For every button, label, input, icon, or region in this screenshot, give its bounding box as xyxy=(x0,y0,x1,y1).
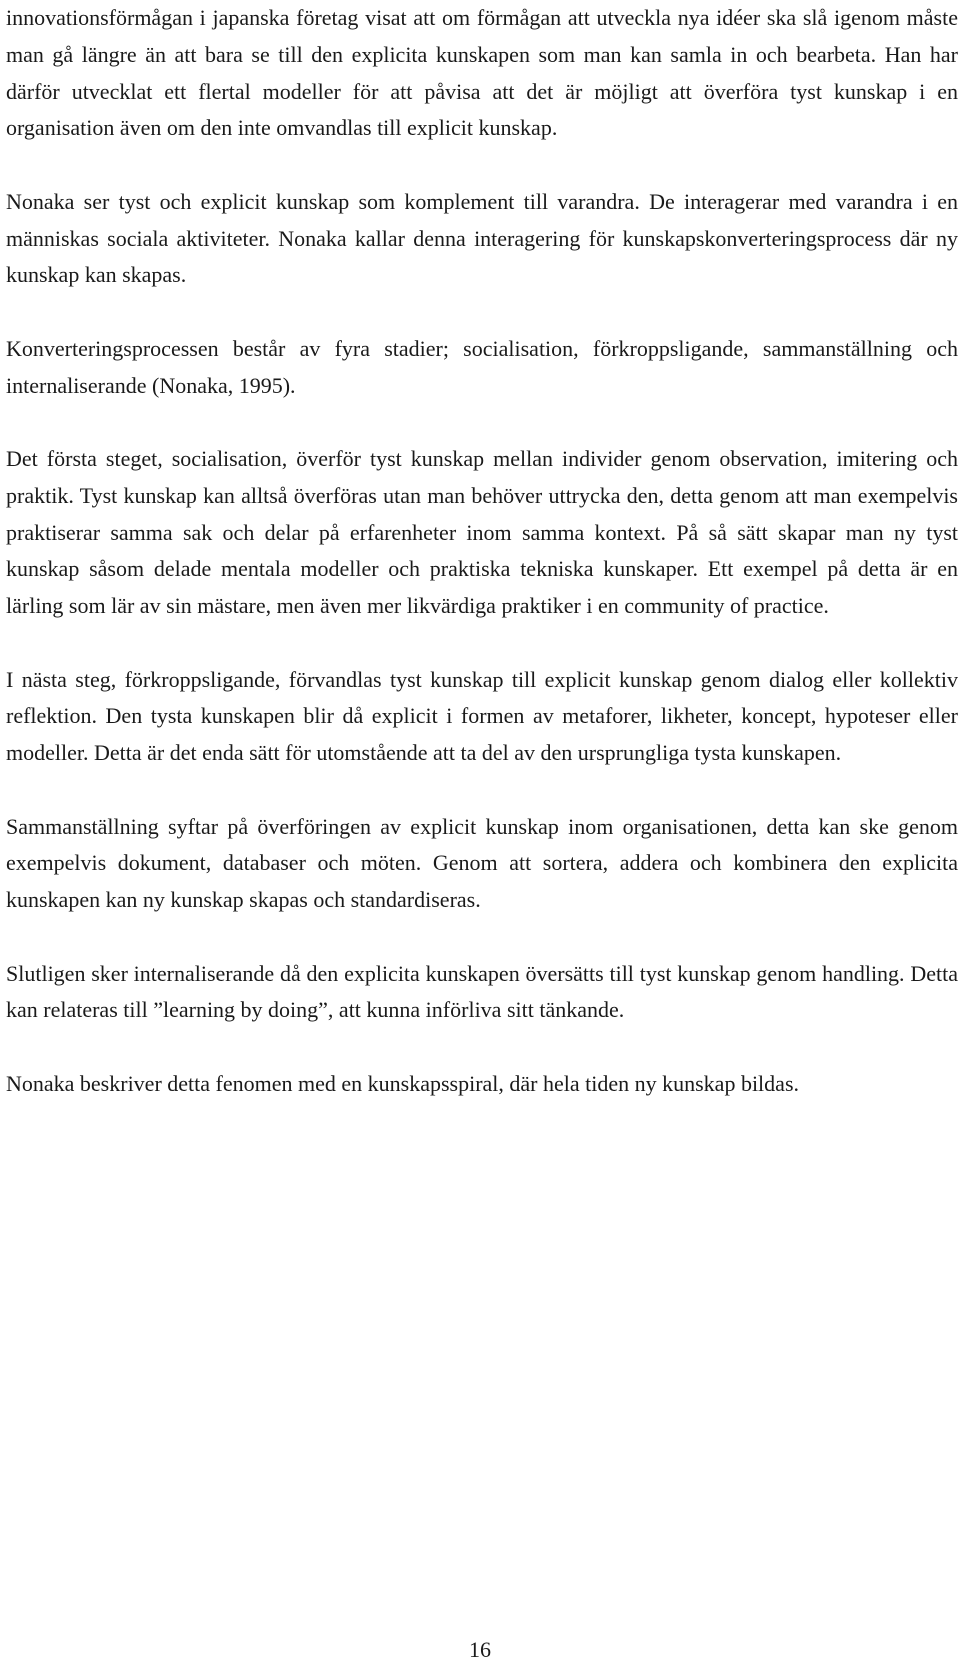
paragraph: I nästa steg, förkroppsligande, förvandlas tyst kunskap till explicit kunskap genom dialog eller kollektiv reflektion. Den tysta kunskapen blir då explicit i formen av metaforer, likheter, koncept, hypoteser eller modeller. Detta är det enda sätt för utomstående att ta del av den ursprungliga tysta kunskapen. xyxy=(6,666,958,766)
paragraph: innovationsförmågan i japanska företag visat att om förmågan att utveckla nya idéer ska slå igenom måste man gå längre än att bara se till den explicita kunskapen som man kan samla in och bearbeta. Han har därför utvecklat ett flertal modeller för att påvisa att det är möjligt att överföra tyst kunskap i en organisation även om den inte omvandlas till explicit kunskap. xyxy=(6,5,958,141)
page-number: 16 xyxy=(469,1637,491,1662)
paragraph: Slutligen sker internaliserande då den explicita kunskapen översätts till tyst kunskap genom handling. Detta kan relateras till ”learning by doing”, att kunna införliva sitt tänkande. xyxy=(6,960,958,1023)
paragraph: Nonaka ser tyst och explicit kunskap som komplement till varandra. De interagerar med varandra i en människas sociala aktiviteter. Nonaka kallar denna interagering för kunskapskonverteringsprocess där ny kunskap kan skapas. xyxy=(6,188,958,288)
paragraph: Nonaka beskriver detta fenomen med en kunskapsspiral, där hela tiden ny kunskap bildas. xyxy=(6,1070,799,1096)
paragraph: Sammanställning syftar på överföringen av explicit kunskap inom organisationen, detta kan ske genom exempelvis dokument, databaser och möten. Genom att sortera, addera och kombinera den explicita kunskapen kan ny kunskap skapas och standardiseras. xyxy=(6,813,958,913)
document-body xyxy=(6,0,958,1139)
paragraph: Det första steget, socialisation, överför tyst kunskap mellan individer genom observation, imitering och praktik. Tyst kunskap kan alltså överföras utan man behöver uttrycka den, detta genom att man exempelvis praktiserar samma sak och delar på erfarenheter inom samma kontext. På så sätt skapar man ny tyst kunskap såsom delade mentala modeller och praktiska tekniska kunskaper. Ett exempel på detta är en lärling som lär av sin mästare, men även mer likvärdiga praktiker i en community of practice. xyxy=(6,445,958,619)
paragraph: Konverteringsprocessen består av fyra stadier; socialisation, förkroppsligande, sammanställning och internaliserande (Nonaka, 1995). xyxy=(6,335,958,398)
